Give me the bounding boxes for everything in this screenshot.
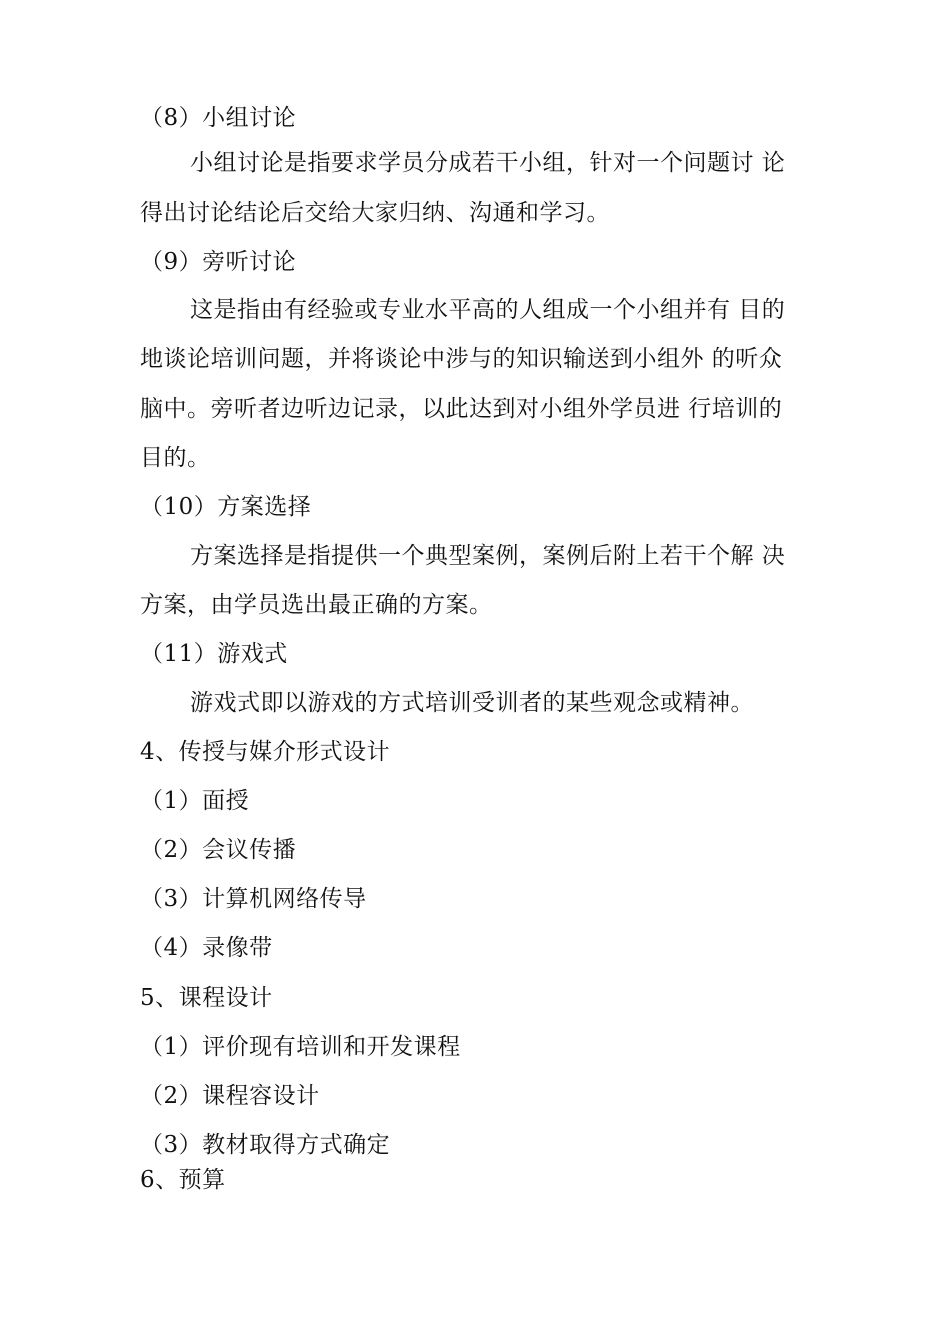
heading-4-item-2: （2）会议传播 — [140, 837, 297, 863]
heading-4-item-3: （3）计算机网络传导 — [140, 886, 367, 912]
heading-6: 6、预算 — [140, 1167, 226, 1193]
section-9-body-line-4: 目的。 — [140, 445, 211, 471]
heading-4-item-4: （4）录像带 — [140, 935, 273, 961]
section-11-body-line-1: 游戏式即以游戏的方式培训受训者的某些观念或精神。 — [190, 690, 754, 716]
section-11-title: （11）游戏式 — [140, 641, 288, 667]
section-9-title: （9）旁听讨论 — [140, 249, 297, 275]
heading-5: 5、课程设计 — [140, 985, 273, 1011]
section-8-body-line-2: 得出讨论结论后交给大家归纳、沟通和学习。 — [140, 200, 610, 226]
section-10-title: （10）方案选择 — [140, 494, 312, 520]
heading-4-item-1: （1）面授 — [140, 788, 250, 814]
section-9-body-line-2: 地谈论培训问题，并将谈论中涉与的知识输送到小组外 的听众 — [140, 346, 783, 372]
heading-5-item-1: （1）评价现有培训和开发课程 — [140, 1034, 461, 1060]
section-9-body-line-1: 这是指由有经验或专业水平高的人组成一个小组并有 目的 — [190, 297, 786, 323]
section-10-body-line-2: 方案，由学员选出最正确的方案。 — [140, 592, 493, 618]
section-8-title: （8）小组讨论 — [140, 105, 297, 131]
section-8-body-line-1: 小组讨论是指要求学员分成若干小组，针对一个问题讨 论 — [190, 150, 786, 176]
section-10-body-line-1: 方案选择是指提供一个典型案例，案例后附上若干个解 决 — [190, 543, 786, 569]
heading-4: 4、传授与媒介形式设计 — [140, 739, 391, 765]
heading-5-item-3: （3）教材取得方式确定 — [140, 1132, 391, 1158]
heading-5-item-2: （2）课程容设计 — [140, 1083, 320, 1109]
section-9-body-line-3: 脑中。旁听者边听边记录，以此达到对小组外学员进 行培训的 — [140, 396, 783, 422]
